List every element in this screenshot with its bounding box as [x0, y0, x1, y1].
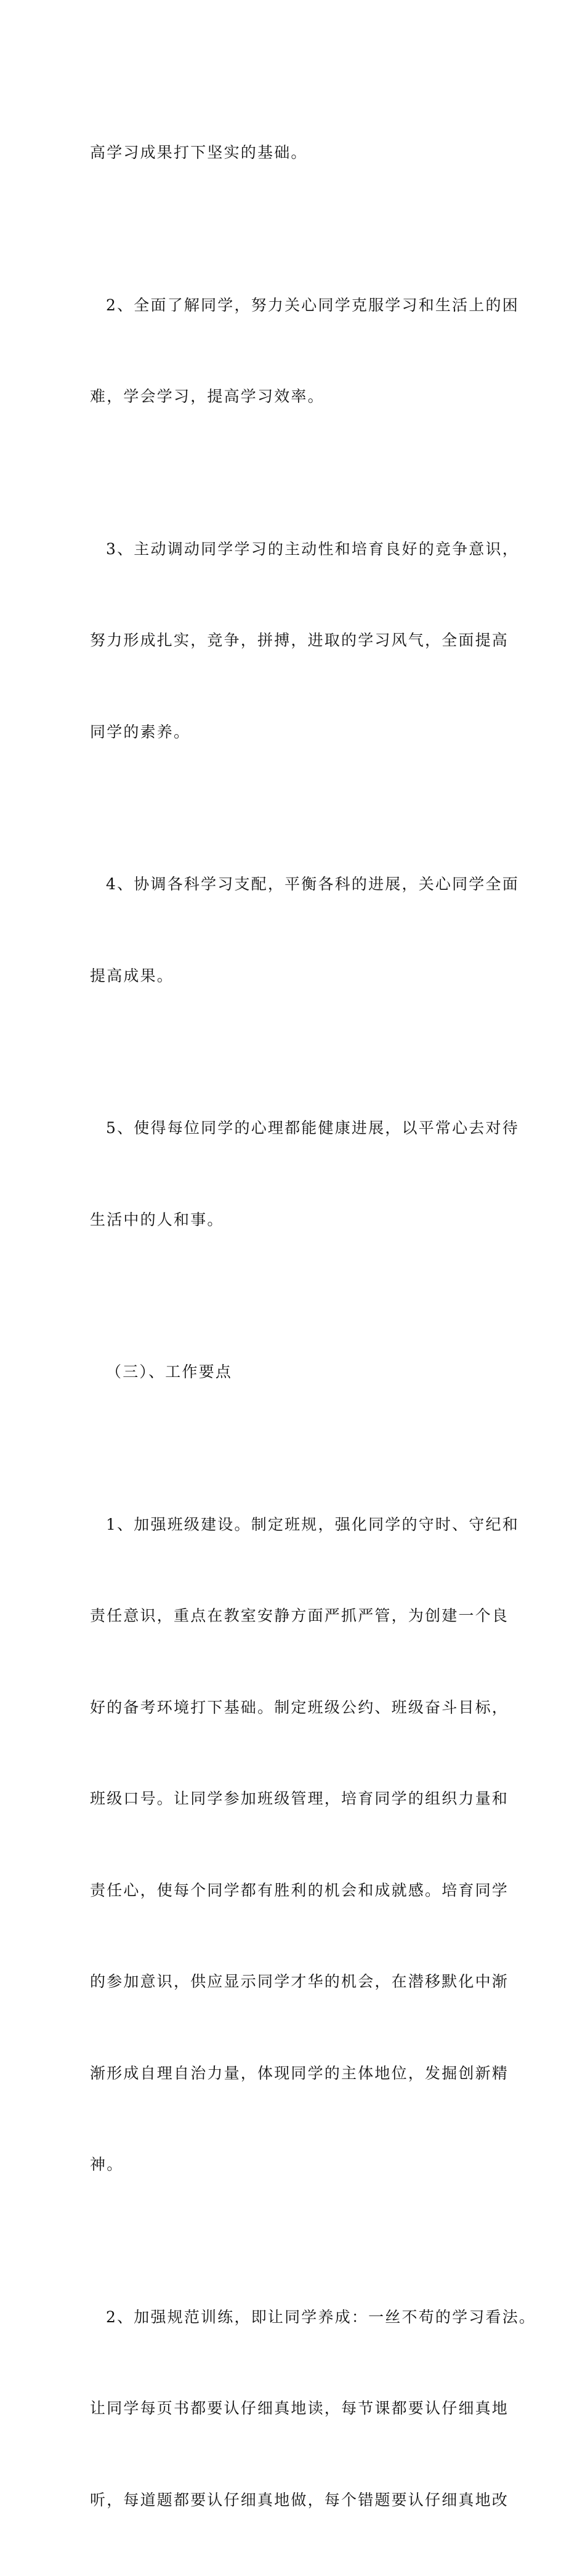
text-line: 1、加强班级建设。制定班规，强化同学的守时、守纪和 — [90, 1509, 509, 1540]
text-line: 提高成果。 — [90, 961, 509, 991]
paragraph — [90, 229, 509, 473]
text-line: 4、协调各科学习支配，平衡各科的进展，关心同学全面 — [90, 869, 509, 900]
text-line: 难，学会学习，提高学习效率。 — [90, 381, 509, 412]
text-line: 让同学每页书都要认仔细真地读，每节课都要认仔细真地 — [90, 2393, 509, 2424]
text-line: 责任意识，重点在教室安静方面严抓严管，为创建一个良 — [90, 1601, 509, 1631]
text-line: 高学习成果打下坚实的基础。 — [90, 137, 509, 168]
text-line: 听，每道题都要认仔细真地做，每个错题要认仔细真地改 — [90, 2485, 509, 2516]
text-line: 努力形成扎实，竞争，拼搏，进取的学习风气，全面提高 — [90, 625, 509, 656]
text-line: 渐形成自理自治力量，体现同学的主体地位，发掘创新精 — [90, 2058, 509, 2089]
text-line: 责任心，使每个同学都有胜利的机会和成就感。培育同学 — [90, 1875, 509, 1906]
text-line: 3、主动调动同学学习的主动性和培育良好的竞争意识， — [90, 534, 509, 565]
text-line: 好的备考环境打下基础。制定班级公约、班级奋斗目标， — [90, 1692, 509, 1723]
paragraph — [90, 808, 509, 1052]
text-line: 2、全面了解同学，努力关心同学克服学习和生活上的困 — [90, 290, 509, 321]
text-line: 同学的素养。 — [90, 717, 509, 748]
text-line: 神。 — [90, 2149, 509, 2180]
section-heading — [90, 1296, 509, 1448]
text-line: 班级口号。让同学参加班级管理，培育同学的组织力量和 — [90, 1783, 509, 1814]
text-line: 生活中的人和事。 — [90, 1205, 509, 1235]
text-line: （三）、工作要点 — [90, 1357, 509, 1387]
document-body — [90, 76, 509, 2576]
paragraph — [90, 76, 509, 229]
text-line: 的参加意识，供应显示同学才华的机会，在潜移默化中渐 — [90, 1966, 509, 1997]
document-page — [0, 0, 585, 828]
paragraph — [90, 1448, 509, 2241]
paragraph — [90, 473, 509, 809]
paragraph — [90, 2241, 509, 2576]
text-line: 2、加强规范训练，即让同学养成：一丝不苟的学习看法。 — [90, 2302, 509, 2333]
text-line: 5、使得每位同学的心理都能健康进展，以平常心去对待 — [90, 1113, 509, 1144]
paragraph — [90, 1052, 509, 1296]
